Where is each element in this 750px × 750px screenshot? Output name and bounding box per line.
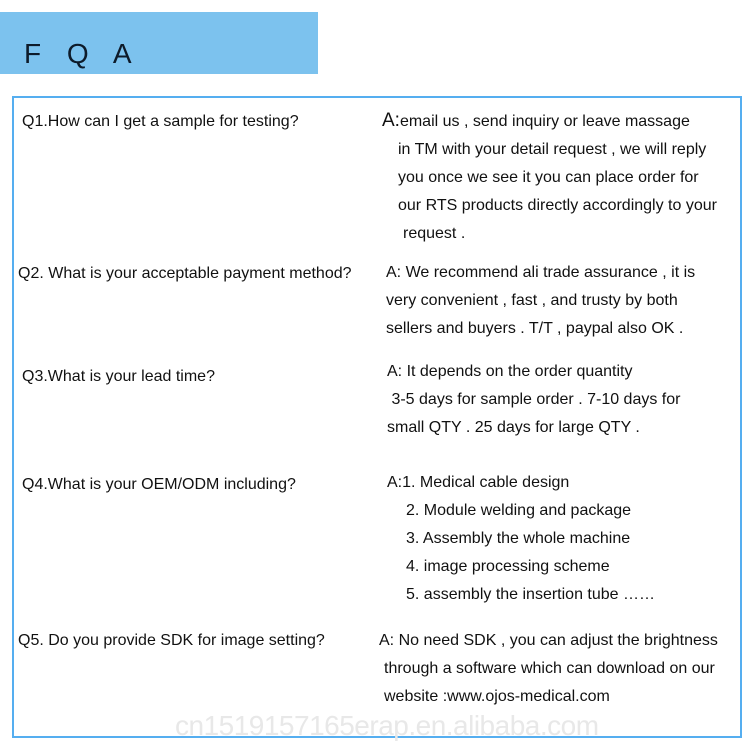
faq-answer-3 (387, 358, 680, 442)
answer-line: 3-5 days for sample order . 7-10 days for (387, 391, 681, 408)
faq-question-2: Q2. What is your acceptable payment method? (18, 265, 352, 282)
watermark: cn1519157165erap.en.alibaba.com (175, 710, 599, 741)
faq-answer-2 (386, 259, 695, 343)
answer-line: A: No need SDK , you can adjust the brightness (379, 632, 718, 649)
page-title: F Q A (24, 38, 141, 69)
answer-line: small QTY . 25 days for large QTY . (387, 419, 640, 436)
answer-line: website :www.ojos-medical.com (384, 688, 610, 705)
answer-line: 3. Assembly the whole machine (406, 530, 631, 547)
faq-question-3: Q3.What is your lead time? (22, 368, 215, 385)
answer-line: request . (403, 225, 466, 242)
answer-line: sellers and buyers . T/T , paypal also OK . (386, 320, 684, 337)
answer-line: A: We recommend ali trade assurance , it is (386, 264, 696, 281)
answer-line: 2. Module welding and package (406, 502, 632, 519)
faq-answer-1 (382, 107, 717, 248)
answer-line: our RTS products directly accordingly to your (398, 197, 717, 214)
answer-prefix: A: (382, 110, 400, 131)
answer-line: 4. image processing scheme (406, 558, 610, 575)
faq-question-5: Q5. Do you provide SDK for image setting? (18, 632, 325, 649)
faq-answer-4 (387, 469, 655, 609)
header-banner (0, 12, 318, 74)
answer-line: in TM with your detail request , we will reply (398, 141, 707, 158)
answer-line: through a software which can download on our (384, 660, 715, 677)
answer-line: email us , send inquiry or leave massage (399, 113, 690, 130)
answer-line: you once we see it you can place order for (398, 169, 699, 186)
faq-answer-5 (379, 627, 718, 711)
faq-question-4: Q4.What is your OEM/ODM including? (22, 476, 296, 493)
answer-line: A: It depends on the order quantity (387, 363, 633, 380)
answer-line: A:1. Medical cable design (387, 474, 570, 491)
answer-line: very convenient , fast , and trusty by both (386, 292, 678, 309)
faq-question-1: Q1.How can I get a sample for testing? (22, 113, 299, 130)
answer-line: 5. assembly the insertion tube …… (406, 586, 656, 603)
